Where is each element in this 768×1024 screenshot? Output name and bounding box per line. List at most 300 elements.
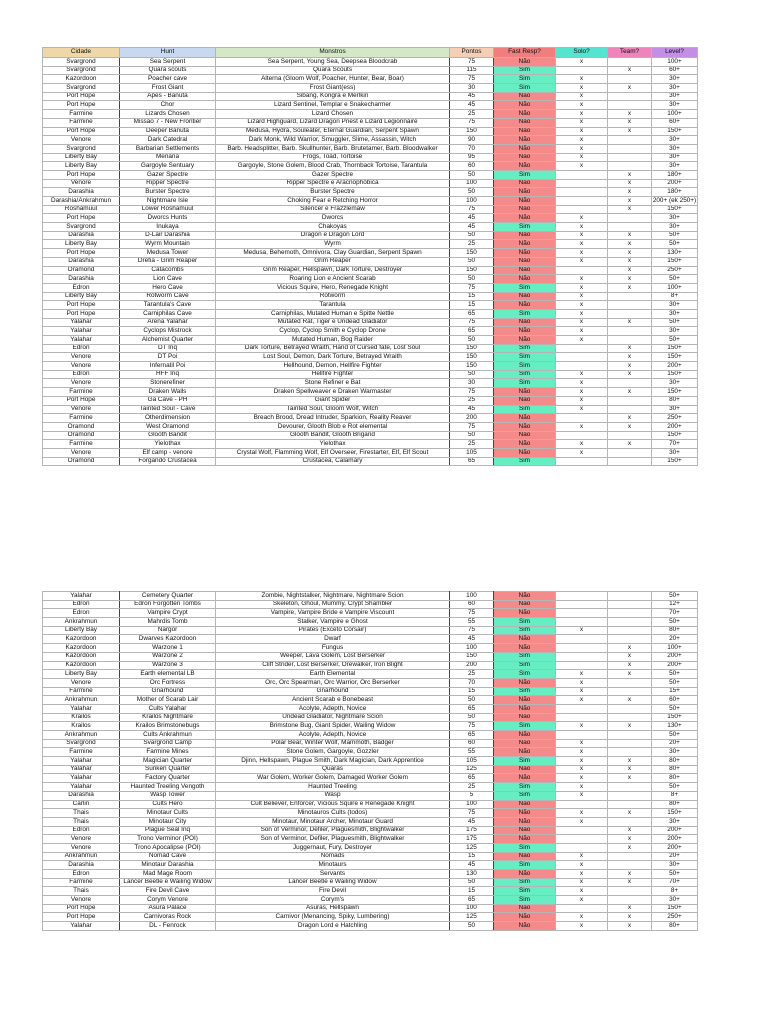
team-cell[interactable]: x <box>608 257 652 266</box>
hunt-cell[interactable]: D-Lair Darashia <box>120 231 216 240</box>
fast-resp-cell[interactable]: Não <box>494 257 556 266</box>
pontos-cell[interactable]: 15 <box>450 292 494 301</box>
solo-cell[interactable] <box>556 661 608 670</box>
hunt-cell[interactable]: Wasp Tower <box>120 791 216 800</box>
solo-cell[interactable] <box>556 800 608 809</box>
monstros-cell[interactable]: Dark Torture, Betrayed Wraith, Hand of Cursed fate, Lost Soul <box>216 344 450 353</box>
level-cell[interactable]: 30+ <box>652 136 698 145</box>
level-cell[interactable]: 30+ <box>652 379 698 388</box>
hunt-cell[interactable]: Deeper Banuta <box>120 127 216 136</box>
team-cell[interactable] <box>608 687 652 696</box>
cidade-cell[interactable]: Port Hope <box>43 214 120 223</box>
monstros-cell[interactable]: Devourer, Glooth Blob e Rot elemental <box>216 422 450 431</box>
hunt-cell[interactable]: Meriana <box>120 153 216 162</box>
solo-cell[interactable]: x <box>556 110 608 119</box>
table-row[interactable] <box>43 353 698 362</box>
hunt-cell[interactable]: Medusa Tower <box>120 249 216 258</box>
pontos-cell[interactable]: 70 <box>450 678 494 687</box>
pontos-cell[interactable]: 25 <box>450 110 494 119</box>
hunt-cell[interactable]: Mad Mage Room <box>120 870 216 879</box>
hunt-cell[interactable]: Sunken Quarter <box>120 765 216 774</box>
monstros-cell[interactable]: Earth Elemental <box>216 670 450 679</box>
pontos-cell[interactable]: 175 <box>450 826 494 835</box>
monstros-cell[interactable]: Carniphilas, Mutated Human e Spitte Nettle <box>216 309 450 318</box>
cidade-cell[interactable]: Liberty Bay <box>43 162 120 171</box>
monstros-cell[interactable]: Dworcs <box>216 214 450 223</box>
fast-resp-cell[interactable]: Não <box>494 162 556 171</box>
hunt-cell[interactable]: Chor <box>120 101 216 110</box>
team-cell[interactable]: x <box>608 266 652 275</box>
solo-cell[interactable] <box>556 635 608 644</box>
solo-cell[interactable] <box>556 205 608 214</box>
cidade-cell[interactable]: Farmine <box>43 440 120 449</box>
level-cell[interactable]: 100+ <box>652 644 698 653</box>
level-cell[interactable]: 30+ <box>652 301 698 310</box>
pontos-cell[interactable]: 25 <box>450 396 494 405</box>
pontos-cell[interactable]: 100 <box>450 800 494 809</box>
table-row[interactable] <box>43 783 698 792</box>
level-cell[interactable]: 20+ <box>652 852 698 861</box>
table-row[interactable] <box>43 422 698 431</box>
monstros-cell[interactable]: Frost Giant(ess) <box>216 84 450 93</box>
monstros-cell[interactable]: Lizard Sentinel, Templar e Snakecharmer <box>216 101 450 110</box>
monstros-cell[interactable]: Haunted Treeling <box>216 783 450 792</box>
pontos-cell[interactable]: 60 <box>450 600 494 609</box>
table-row[interactable] <box>43 205 698 214</box>
pontos-cell[interactable]: 75 <box>450 118 494 127</box>
cidade-cell[interactable]: Venore <box>43 843 120 852</box>
monstros-cell[interactable]: Sibang, Kongra e Merlkin <box>216 92 450 101</box>
monstros-cell[interactable]: Wyrm <box>216 240 450 249</box>
pontos-cell[interactable]: 75 <box>450 722 494 731</box>
table-row[interactable] <box>43 592 698 601</box>
monstros-cell[interactable]: Gazer Spectre <box>216 170 450 179</box>
hunt-cell[interactable]: Factory Quarter <box>120 774 216 783</box>
monstros-cell[interactable]: Minotaur, Minotaur Archer, Minotaur Guard <box>216 817 450 826</box>
pontos-cell[interactable]: 50 <box>450 231 494 240</box>
pontos-cell[interactable]: 15 <box>450 687 494 696</box>
cidade-cell[interactable]: Yalahar <box>43 757 120 766</box>
team-cell[interactable]: x <box>608 370 652 379</box>
hunt-cell[interactable]: Farmine Mines <box>120 748 216 757</box>
hunt-cell[interactable]: Fire Devil Cave <box>120 887 216 896</box>
pontos-cell[interactable]: 50 <box>450 170 494 179</box>
monstros-cell[interactable]: Cyclop, Cyclop Smith e Cyclop Drone <box>216 327 450 336</box>
solo-cell[interactable]: x <box>556 440 608 449</box>
monstros-cell[interactable]: Alterna (Gloom Wolf, Poacher, Hunter, Bear, Boar) <box>216 75 450 84</box>
monstros-cell[interactable]: Djinn, Hellspawn, Plague Smith, Dark Magician, Dark Apprentice <box>216 757 450 766</box>
pontos-cell[interactable]: 15 <box>450 852 494 861</box>
fast-resp-cell[interactable]: Não <box>494 592 556 601</box>
cidade-cell[interactable]: Kazordoon <box>43 652 120 661</box>
cidade-cell[interactable]: Farmine <box>43 388 120 397</box>
cidade-cell[interactable]: Kazordoon <box>43 635 120 644</box>
cidade-cell[interactable]: Yalahar <box>43 783 120 792</box>
solo-cell[interactable] <box>556 353 608 362</box>
team-cell[interactable] <box>608 791 652 800</box>
hunt-cell[interactable]: Alchemist Quarter <box>120 336 216 345</box>
monstros-cell[interactable]: Roaring Lion e Ancient Scarab <box>216 275 450 284</box>
monstros-cell[interactable]: Quaras <box>216 765 450 774</box>
col-header-monstros[interactable]: Monstros <box>216 48 450 58</box>
level-cell[interactable]: 200+ (ek 250+) <box>652 196 697 204</box>
solo-cell[interactable]: x <box>556 852 608 861</box>
table-row[interactable] <box>43 153 698 162</box>
pontos-cell[interactable]: 65 <box>450 896 494 905</box>
team-cell[interactable]: x <box>608 440 652 449</box>
fast-resp-cell[interactable]: Não <box>494 144 556 153</box>
pontos-cell[interactable]: 75 <box>450 609 494 618</box>
team-cell[interactable] <box>608 626 652 635</box>
monstros-cell[interactable]: Lizard Highguard, Lizard Dragon Priest e Lizard Legionnaire <box>216 118 450 127</box>
monstros-cell[interactable]: Cliff Strider, Lost Berserker, Orewalker, Iron Blight <box>216 661 450 670</box>
hunt-cell[interactable]: Magician Quarter <box>120 757 216 766</box>
fast-resp-cell[interactable]: Sim <box>494 353 556 362</box>
solo-cell[interactable]: x <box>556 405 608 414</box>
monstros-cell[interactable]: Chakoyas <box>216 223 450 232</box>
col-header-pontos[interactable]: Pontos <box>450 48 494 58</box>
pontos-cell[interactable]: 55 <box>450 748 494 757</box>
hunt-cell[interactable]: Carnivoras Rock <box>120 913 216 922</box>
fast-resp-cell[interactable]: Não <box>494 327 556 336</box>
cidade-cell[interactable]: Oramond <box>43 266 120 275</box>
level-cell[interactable]: 30+ <box>652 84 698 93</box>
hunt-cell[interactable]: Krailos Brimstonebugs <box>120 722 216 731</box>
level-cell[interactable]: 30+ <box>652 153 698 162</box>
fast-resp-cell[interactable]: Não <box>494 336 556 345</box>
level-cell[interactable]: 130+ <box>652 722 698 731</box>
pontos-cell[interactable]: 115 <box>450 66 494 75</box>
pontos-cell[interactable]: 65 <box>450 457 494 466</box>
solo-cell[interactable]: x <box>556 887 608 896</box>
level-cell[interactable]: 30+ <box>652 214 698 223</box>
solo-cell[interactable]: x <box>556 774 608 783</box>
hunt-cell[interactable]: Cults Yalahar <box>120 704 216 713</box>
hunt-cell[interactable]: HFF Inq <box>120 370 216 379</box>
team-cell[interactable]: x <box>608 283 652 292</box>
pontos-cell[interactable]: 45 <box>450 92 494 101</box>
fast-resp-cell[interactable]: Sim <box>494 75 556 84</box>
table-row[interactable] <box>43 448 698 457</box>
solo-cell[interactable]: x <box>556 301 608 310</box>
monstros-cell[interactable]: Fungus <box>216 644 450 653</box>
monstros-cell[interactable]: Asuras, Hellspawn <box>216 904 450 913</box>
fast-resp-cell[interactable]: Não <box>494 153 556 162</box>
table-row[interactable] <box>43 878 698 887</box>
cidade-cell[interactable]: Port Hope <box>43 101 120 110</box>
level-cell[interactable]: 50+ <box>652 318 698 327</box>
team-cell[interactable] <box>608 58 652 67</box>
solo-cell[interactable]: x <box>556 817 608 826</box>
pontos-cell[interactable]: 100 <box>450 592 494 601</box>
fast-resp-cell[interactable]: Não <box>494 852 556 861</box>
monstros-cell[interactable]: Minotaurs <box>216 861 450 870</box>
team-cell[interactable]: x <box>608 188 652 197</box>
level-cell[interactable]: 8+ <box>652 292 698 301</box>
team-cell[interactable]: x <box>608 353 652 362</box>
table-row[interactable] <box>43 870 698 879</box>
pontos-cell[interactable]: 75 <box>450 318 494 327</box>
team-cell[interactable]: x <box>608 414 652 423</box>
table-row[interactable] <box>43 731 698 740</box>
fast-resp-cell[interactable]: Sim <box>494 791 556 800</box>
monstros-cell[interactable]: Glooth Bandit, Glooth Brigand <box>216 431 450 440</box>
solo-cell[interactable]: x <box>556 283 608 292</box>
cidade-cell[interactable]: Darashia <box>43 257 120 266</box>
solo-cell[interactable]: x <box>556 101 608 110</box>
cidade-cell[interactable]: Farmine <box>43 878 120 887</box>
pontos-cell[interactable]: 95 <box>450 153 494 162</box>
table-row[interactable] <box>43 283 698 292</box>
hunt-cell[interactable]: Rotworm Cave <box>120 292 216 301</box>
team-cell[interactable]: x <box>608 722 652 731</box>
level-cell[interactable]: 30+ <box>652 144 698 153</box>
solo-cell[interactable]: x <box>556 223 608 232</box>
hunt-cell[interactable]: Lion Cave <box>120 275 216 284</box>
team-cell[interactable]: x <box>608 904 652 913</box>
fast-resp-cell[interactable]: Não <box>494 835 556 844</box>
table-row[interactable] <box>43 118 698 127</box>
level-cell[interactable]: 150+ <box>652 127 698 136</box>
pontos-cell[interactable]: 45 <box>450 405 494 414</box>
pontos-cell[interactable]: 65 <box>450 774 494 783</box>
solo-cell[interactable]: x <box>556 696 608 705</box>
hunt-cell[interactable]: Tainted Soul - Cave <box>120 405 216 414</box>
table-row[interactable] <box>43 644 698 653</box>
cidade-cell[interactable]: Farmine <box>43 687 120 696</box>
monstros-cell[interactable]: Draken Spellweaver e Draken Warmaster <box>216 388 450 397</box>
solo-cell[interactable]: x <box>556 75 608 84</box>
table-row[interactable] <box>43 440 698 449</box>
team-cell[interactable]: x <box>608 118 652 127</box>
col-header-team[interactable]: Team? <box>608 48 652 58</box>
hunt-cell[interactable]: Ripper Spectre <box>120 179 216 188</box>
team-cell[interactable]: x <box>608 344 652 353</box>
hunt-cell[interactable]: Elf camp - venore <box>120 448 216 457</box>
monstros-cell[interactable]: Servants <box>216 870 450 879</box>
cidade-cell[interactable]: Thais <box>43 809 120 818</box>
table-row[interactable] <box>43 170 698 179</box>
hunt-cell[interactable]: Nightmare Isle <box>120 197 216 206</box>
fast-resp-cell[interactable]: Não <box>494 127 556 136</box>
level-cell[interactable]: 30+ <box>652 861 698 870</box>
solo-cell[interactable]: x <box>556 783 608 792</box>
pontos-cell[interactable]: 45 <box>450 101 494 110</box>
monstros-cell[interactable]: Lizard Chosen <box>216 110 450 119</box>
hunt-cell[interactable]: Forgando Crustacea <box>120 457 216 466</box>
table-row[interactable] <box>43 66 698 75</box>
cidade-cell[interactable]: Carlin <box>43 800 120 809</box>
hunt-cell[interactable]: Orc Fortress <box>120 678 216 687</box>
cidade-cell[interactable]: Port Hope <box>43 396 120 405</box>
monstros-cell[interactable]: Barb. Headsplitter, Barb. Skullhunter, Barb. Brutetamer, Barb. Bloodwalker <box>216 144 450 153</box>
cidade-cell[interactable]: Port Hope <box>43 301 120 310</box>
level-cell[interactable]: 50+ <box>652 618 698 627</box>
monstros-cell[interactable]: Nomads <box>216 852 450 861</box>
monstros-cell[interactable]: Crystal Wolf, Flamming Wolf, Elf Overseer, Firestarter, Elf, Elf Scout <box>216 448 450 457</box>
solo-cell[interactable]: x <box>556 127 608 136</box>
fast-resp-cell[interactable]: Não <box>494 318 556 327</box>
monstros-cell[interactable]: Ripper Spectre e Aracnophóbica <box>216 179 450 188</box>
pontos-cell[interactable]: 15 <box>450 301 494 310</box>
team-cell[interactable]: x <box>608 922 652 931</box>
cidade-cell[interactable]: Port Hope <box>43 249 120 258</box>
table-row[interactable] <box>43 179 698 188</box>
fast-resp-cell[interactable]: Não <box>494 205 556 214</box>
solo-cell[interactable] <box>556 414 608 423</box>
table-row[interactable] <box>43 678 698 687</box>
team-cell[interactable] <box>608 600 652 609</box>
pontos-cell[interactable]: 25 <box>450 440 494 449</box>
level-cell[interactable]: 150+ <box>652 353 698 362</box>
team-cell[interactable] <box>608 618 652 627</box>
level-cell[interactable]: 50+ <box>652 670 698 679</box>
cidade-cell[interactable]: Yalahar <box>43 592 120 601</box>
solo-cell[interactable]: x <box>556 275 608 284</box>
team-cell[interactable] <box>608 136 652 145</box>
fast-resp-cell[interactable]: Sim <box>494 379 556 388</box>
team-cell[interactable]: x <box>608 170 652 179</box>
table-row[interactable] <box>43 101 698 110</box>
hunt-cell[interactable]: Burster Spectre <box>120 188 216 197</box>
hunt-cell[interactable]: Apes - Banuta <box>120 92 216 101</box>
level-cell[interactable]: 20+ <box>652 635 698 644</box>
hunt-cell[interactable]: Svargrond Camp <box>120 739 216 748</box>
hunt-cell[interactable]: Lancer Beetle e Wailing Widow <box>120 878 216 887</box>
pontos-cell[interactable]: 75 <box>450 626 494 635</box>
monstros-cell[interactable]: Breach Brood, Dread Intruder, Sparkion, Reality Reaver <box>216 414 450 423</box>
hunt-cell[interactable]: Nomad Cave <box>120 852 216 861</box>
monstros-cell[interactable]: Stone Golem, Gargoyle, Gozzler <box>216 748 450 757</box>
monstros-cell[interactable]: War Golem, Worker Golem, Damaged Worker Golem <box>216 774 450 783</box>
cidade-cell[interactable]: Darashia <box>43 791 120 800</box>
table-row[interactable] <box>43 249 698 258</box>
fast-resp-cell[interactable]: Não <box>494 249 556 258</box>
hunt-cell[interactable]: Minotaur Darashia <box>120 861 216 870</box>
fast-resp-cell[interactable]: Sim <box>494 722 556 731</box>
monstros-cell[interactable]: Rotworm <box>216 292 450 301</box>
cidade-cell[interactable]: Yalahar <box>43 327 120 336</box>
cidade-cell[interactable]: Yalahar <box>43 774 120 783</box>
team-cell[interactable] <box>608 457 652 466</box>
cidade-cell[interactable]: Venore <box>43 379 120 388</box>
monstros-cell[interactable]: Dark Monk, Wild Warrior, Smuggler, Slime, Assassin, Witch <box>216 136 450 145</box>
fast-resp-cell[interactable]: Sim <box>494 405 556 414</box>
cidade-cell[interactable]: Kazordoon <box>43 75 120 84</box>
pontos-cell[interactable]: 60 <box>450 162 494 171</box>
monstros-cell[interactable]: Fire Devil <box>216 887 450 896</box>
solo-cell[interactable]: x <box>556 678 608 687</box>
cidade-cell[interactable]: Port Hope <box>43 92 120 101</box>
hunt-cell[interactable]: Glooth Bandit <box>120 431 216 440</box>
pontos-cell[interactable]: 30 <box>450 84 494 93</box>
pontos-cell[interactable]: 90 <box>450 136 494 145</box>
pontos-cell[interactable]: 200 <box>450 661 494 670</box>
cidade-cell[interactable]: Farmine <box>43 118 120 127</box>
fast-resp-cell[interactable]: Não <box>494 870 556 879</box>
cidade-cell[interactable]: Venore <box>43 405 120 414</box>
table-row[interactable] <box>43 800 698 809</box>
team-cell[interactable]: x <box>608 661 652 670</box>
pontos-cell[interactable]: 50 <box>450 922 494 931</box>
solo-cell[interactable] <box>556 431 608 440</box>
level-cell[interactable]: 20+ <box>652 739 698 748</box>
pontos-cell[interactable]: 100 <box>450 644 494 653</box>
solo-cell[interactable]: x <box>556 722 608 731</box>
team-cell[interactable]: x <box>608 362 652 371</box>
table-row[interactable] <box>43 904 698 913</box>
hunt-cell[interactable]: Earth elemental LB <box>120 670 216 679</box>
level-cell[interactable]: 80+ <box>652 757 698 766</box>
cidade-cell[interactable]: Darashia <box>43 861 120 870</box>
team-cell[interactable]: x <box>608 231 652 240</box>
hunt-cell[interactable]: Dark Catedral <box>120 136 216 145</box>
level-cell[interactable]: 70+ <box>652 609 698 618</box>
table-row[interactable] <box>43 774 698 783</box>
pontos-cell[interactable]: 55 <box>450 618 494 627</box>
team-cell[interactable] <box>608 292 652 301</box>
monstros-cell[interactable]: Juggernaut, Fury, Destroyer <box>216 843 450 852</box>
level-cell[interactable]: 150+ <box>652 904 698 913</box>
team-cell[interactable] <box>608 162 652 171</box>
fast-resp-cell[interactable]: Não <box>494 731 556 740</box>
team-cell[interactable] <box>608 301 652 310</box>
pontos-cell[interactable]: 150 <box>450 353 494 362</box>
table-row[interactable] <box>43 136 698 145</box>
team-cell[interactable]: x <box>608 765 652 774</box>
pontos-cell[interactable]: 75 <box>450 205 494 214</box>
pontos-cell[interactable]: 15 <box>450 887 494 896</box>
table-row[interactable] <box>43 370 698 379</box>
fast-resp-cell[interactable]: Não <box>494 231 556 240</box>
solo-cell[interactable]: x <box>556 388 608 397</box>
fast-resp-cell[interactable]: Não <box>494 92 556 101</box>
solo-cell[interactable]: x <box>556 670 608 679</box>
monstros-cell[interactable]: Brimstone Bug, Giant Spider, Wailing Widow <box>216 722 450 731</box>
cidade-cell[interactable]: Svargrond <box>43 739 120 748</box>
cidade-cell[interactable]: Edron <box>43 600 120 609</box>
pontos-cell[interactable]: 50 <box>450 275 494 284</box>
pontos-cell[interactable]: 105 <box>450 757 494 766</box>
team-cell[interactable] <box>608 852 652 861</box>
solo-cell[interactable]: x <box>556 396 608 405</box>
pontos-cell[interactable]: 75 <box>450 388 494 397</box>
solo-cell[interactable]: x <box>556 84 608 93</box>
team-cell[interactable]: x <box>608 275 652 284</box>
cidade-cell[interactable]: Svargrond <box>43 58 120 67</box>
table-row[interactable] <box>43 362 698 371</box>
fast-resp-cell[interactable]: Não <box>494 440 556 449</box>
pontos-cell[interactable]: 150 <box>450 127 494 136</box>
fast-resp-cell[interactable]: Não <box>494 696 556 705</box>
team-cell[interactable]: x <box>608 843 652 852</box>
monstros-cell[interactable]: Orc, Orc Spearman, Orc Warrior, Orc Berserker <box>216 678 450 687</box>
level-cell[interactable]: 250+ <box>652 414 698 423</box>
team-cell[interactable] <box>608 309 652 318</box>
level-cell[interactable]: 180+ <box>652 188 698 197</box>
level-cell[interactable]: 200+ <box>652 422 698 431</box>
monstros-cell[interactable]: Hellhound, Demon, Hellfire Fighter <box>216 362 450 371</box>
fast-resp-cell[interactable]: Não <box>494 913 556 922</box>
hunt-cell[interactable]: DT Inq <box>120 344 216 353</box>
pontos-cell[interactable]: 25 <box>450 240 494 249</box>
monstros-cell[interactable]: Stalker, Vampire e Ghost <box>216 618 450 627</box>
team-cell[interactable]: x <box>608 110 652 119</box>
cidade-cell[interactable]: Venore <box>43 362 120 371</box>
level-cell[interactable]: 200+ <box>652 835 698 844</box>
team-cell[interactable] <box>608 731 652 740</box>
pontos-cell[interactable]: 125 <box>450 765 494 774</box>
